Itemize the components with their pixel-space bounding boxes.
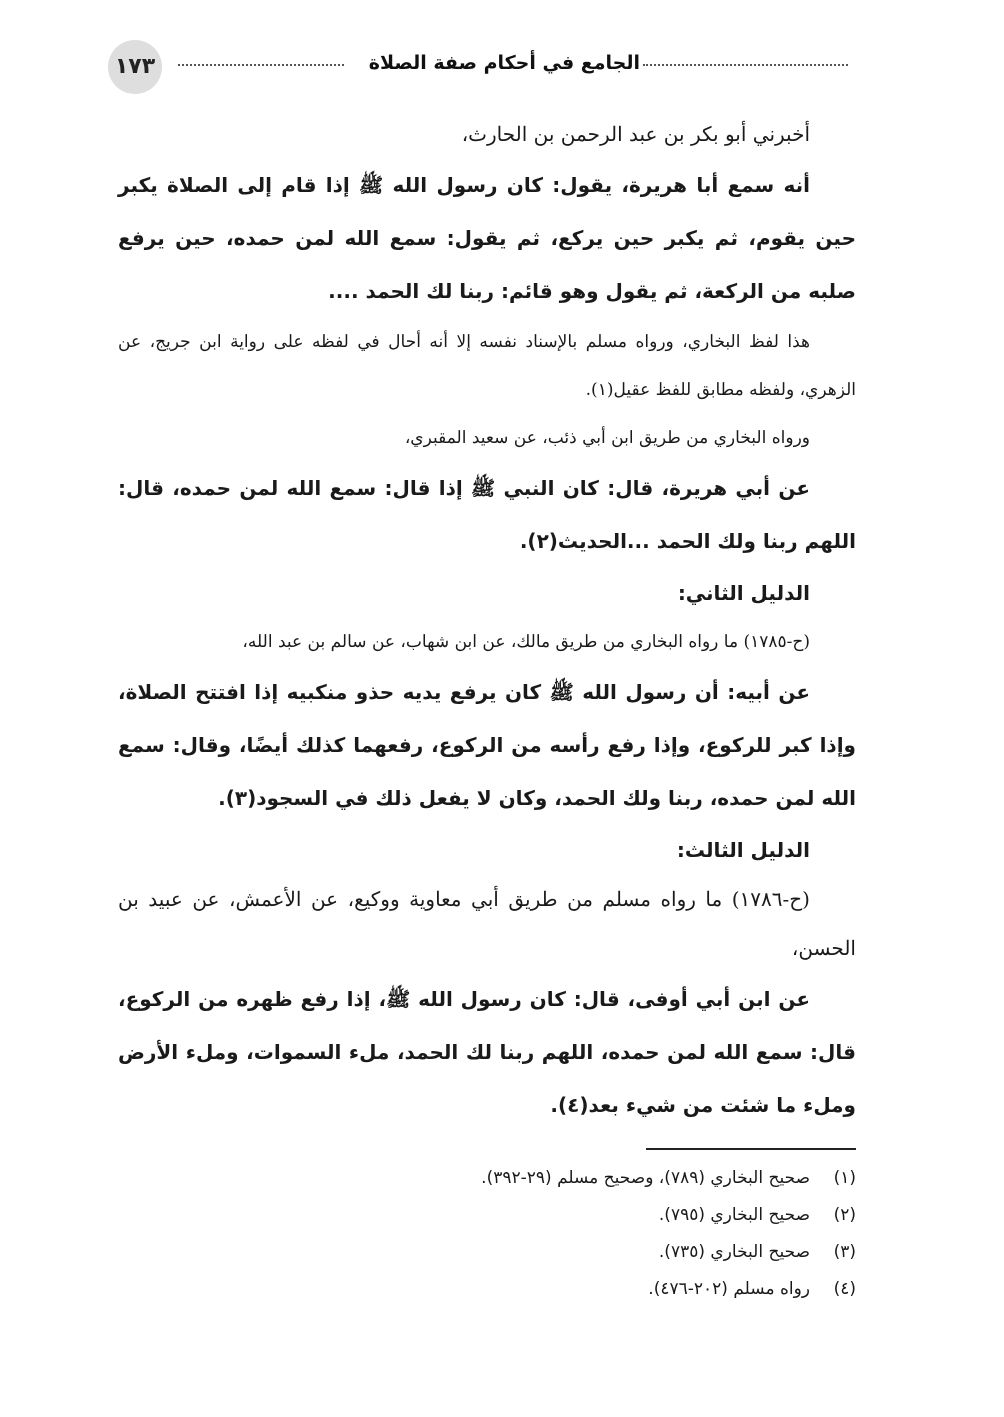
running-title: الجامع في أحكام صفة الصلاة xyxy=(368,52,640,74)
footnote-text: رواه مسلم (٢٠٢-٤٧٦). xyxy=(648,1279,810,1299)
hadith-text-2: عن أبي هريرة، قال: كان النبي ﷺ إذا قال: سمع الله لمن حمده، قال: اللهم ربنا ولك الحمد ...الحديث(٢). xyxy=(118,476,856,553)
paragraph-isnad-1: أخبرني أبو بكر بن عبد الرحمن بن الحارث، xyxy=(461,122,810,146)
header-dotted-rule-right xyxy=(643,64,848,66)
footnote-text: صحيح البخاري (٧٩٥). xyxy=(658,1205,810,1225)
footnote-number: (٤) xyxy=(833,1279,856,1299)
paragraph-isnad-3: (ح-١٧٨٥) ما رواه البخاري من طريق مالك، عن ابن شهاب، عن سالم بن عبد الله، xyxy=(242,632,810,652)
page-number-badge: ١٧٣ xyxy=(108,40,162,94)
footnotes xyxy=(156,1160,856,1308)
footnote-item xyxy=(156,1234,856,1271)
footnote-number: (٣) xyxy=(833,1242,856,1262)
footnote-text: صحيح البخاري (٧٣٥). xyxy=(658,1242,810,1262)
page-body xyxy=(118,110,856,1132)
footnote-number: (١) xyxy=(833,1168,856,1188)
footnote-item xyxy=(156,1160,856,1197)
hadith-text-3: عن أبيه: أن رسول الله ﷺ كان يرفع يديه حذو منكبيه إذا افتتح الصلاة، وإذا كبر للركوع، وإذا رفع رأسه من الركوع، رفعهما كذلك أيضًا، وقال: سمع الله لمن حمده، ربنا ولك الحمد، وكان لا يفعل ذلك في السجود(٣). xyxy=(118,680,856,810)
footnote-number: (٢) xyxy=(833,1205,856,1225)
footnote-item xyxy=(156,1271,856,1308)
footnote-separator xyxy=(646,1148,856,1150)
hadith-text-4: عن ابن أبي أوفى، قال: كان رسول الله ﷺ، إذا رفع ظهره من الركوع، قال: سمع الله لمن حمده، اللهم ربنا لك الحمد، ملء السموات، وملء الأرض وملء ما شئت من شيء بعد(٤). xyxy=(118,987,856,1117)
paragraph-commentary: هذا لفظ البخاري، ورواه مسلم بالإسناد نفسه إلا أنه أحال في لفظه على رواية ابن جريج، عن الزهري، ولفظه مطابق للفظ عقيل(١). xyxy=(118,332,856,400)
footnote-text: صحيح البخاري (٧٨٩)، وصحيح مسلم (٢٩-٣٩٢). xyxy=(481,1168,810,1188)
section-heading-third-evidence: الدليل الثالث: xyxy=(676,838,810,862)
paragraph-isnad-4: (ح-١٧٨٦) ما رواه مسلم من طريق أبي معاوية ووكيع، عن الأعمش، عن عبيد بن الحسن، xyxy=(118,887,856,960)
hadith-text-1: أنه سمع أبا هريرة، يقول: كان رسول الله ﷺ إذا قام إلى الصلاة يكبر حين يقوم، ثم يكبر حين يركع، ثم يقول: سمع الله لمن حمده، حين يرفع صلبه من الركعة، ثم يقول وهو قائم: ربنا لك الحمد .... xyxy=(118,173,856,303)
footnote-item xyxy=(156,1197,856,1234)
paragraph-isnad-2: ورواه البخاري من طريق ابن أبي ذئب، عن سعيد المقبري، xyxy=(404,428,810,448)
page-header xyxy=(108,40,848,96)
section-heading-second-evidence: الدليل الثاني: xyxy=(677,581,810,605)
header-dotted-rule-left xyxy=(178,64,344,66)
